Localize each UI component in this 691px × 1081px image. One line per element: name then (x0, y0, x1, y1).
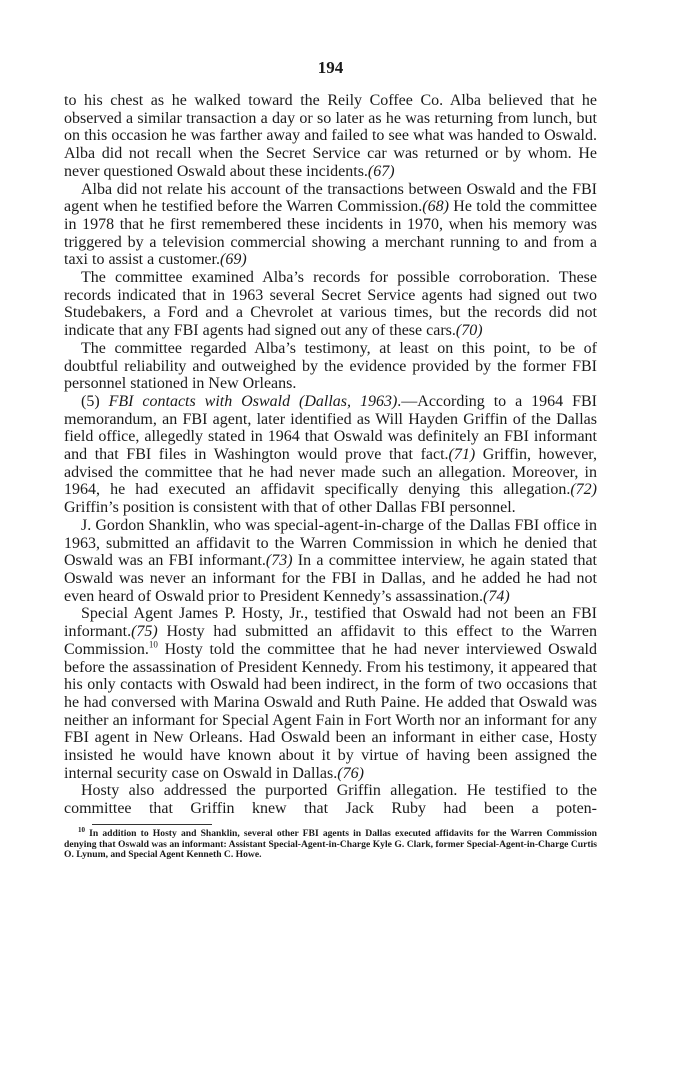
footnote-divider (92, 824, 212, 825)
paragraph-6: J. Gordon Shanklin, who was special-agent-in-charge of the Dallas FBI office in 1963, submitted an affidavit to the Warren Commission in which he denied that Oswald was an FBI informant.(73) In a committee interview, he again stated that Oswald was never an informant for the FBI in Dallas, and he added he had not even heard of Oswald prior to President Kennedy’s assassination.(74) (64, 516, 598, 605)
footnote-reference[interactable]: 10 (148, 639, 158, 650)
citation: (69) (219, 251, 247, 269)
citation: (76) (337, 764, 364, 782)
citation: (70) (455, 322, 483, 340)
citation: (68) (422, 198, 449, 216)
citation: (74) (483, 587, 510, 605)
footnote-mark: 10 (78, 825, 85, 834)
paragraph-3: The committee examined Alba’s records for possible corroboration. These records indicated that in 1963 several Secret Service agents had signed out two Studebakers, a Ford and a Chevrolet at various times, but the records did not indicate that any FBI agents had signed out any of these cars.(70) (64, 269, 597, 340)
citation: (73) (265, 552, 293, 570)
footnote-text: In addition to Hosty and Shanklin, several other FBI agents in Dallas executed affidavits for the Warren Commission denying that Oswald was an informant: Assistant Special-Agent-in-Charge Kyle G. Clark, former Special-Agent-in-Charge Curtis O. Lynum, and Special Agent Kenneth C. Howe. (64, 827, 597, 861)
citation: (72) (570, 481, 597, 499)
paragraph-2: Alba did not relate his account of the transactions between Oswald and the FBI agent when he testified before the Warren Commission.(68) He told the committee in 1978 that he first remembered these incidents in 1970, when his memory was triggered by a television commercial showing a merchant running to and from a taxi to assist a customer.(69) (64, 180, 597, 269)
paragraph-4: The committee regarded Alba’s testimony, at least on this point, to be of doubtful reliability and outweighed by the evidence provided by the former FBI personnel stationed in New Orleans. (64, 339, 597, 393)
paragraph-5: (5) FBI contacts with Oswald (Dallas, 1963).—According to a 1964 FBI memorandum, an FBI agent, later identified as Will Hayden Griffin of the Dallas field office, allegedly stated in 1964 that Oswald was definitely an FBI informant and that FBI files in Washington would prove that fact.(71) Griffin, however, advised the committee that he had never made such an allegation. Moreover, in 1964, he had executed an affidavit specifically denying this allegation.(72) Griffin’s position is consistent with that of other Dallas FBI personnel. (64, 392, 597, 517)
footnote (64, 825, 597, 861)
document-page (64, 58, 597, 861)
body-text (64, 92, 597, 818)
citation: (75) (131, 623, 158, 641)
citation: (71) (448, 446, 476, 464)
citation: (67) (367, 162, 395, 180)
section-heading: FBI contacts with Oswald (Dallas, 1963) (108, 392, 398, 410)
paragraph-8: Hosty also addressed the purported Griffin allegation. He testified to the committee that Griffin knew that Jack Ruby had been a poten- (64, 782, 597, 818)
paragraph-7: Special Agent James P. Hosty, Jr., testified that Oswald had not been an FBI informant.(75) Hosty had submitted an affidavit to this effect to the Warren Commission.$^{10}$ Hosty told the committee that he had never interviewed Oswald before the assassination of President Kennedy. From his testimony, it appeared that his only contacts with Oswald had been indirect, in the form of two occasions that he had conversed with Marina Oswald and Ruth Paine. He added that Oswald was neither an informant for Special Agent Fain in Fort Worth nor an informant for any FBI agent in New Orleans. Had Oswald been an informant in either case, Hosty insisted he would have known about it by virtue of having been assigned the internal security case on Oswald in Dallas.(76) (64, 605, 597, 782)
page-number: 194 (317, 58, 344, 77)
paragraph-1: to his chest as he walked toward the Reily Coffee Co. Alba believed that he observed a similar transaction a day or so later as he was returning from lunch, but on this occasion he was farther away and failed to see what was handed to Oswald. Alba did not recall when the Secret Service car was returned or by whom. He never questioned Oswald about these incidents.(67) (64, 92, 597, 180)
